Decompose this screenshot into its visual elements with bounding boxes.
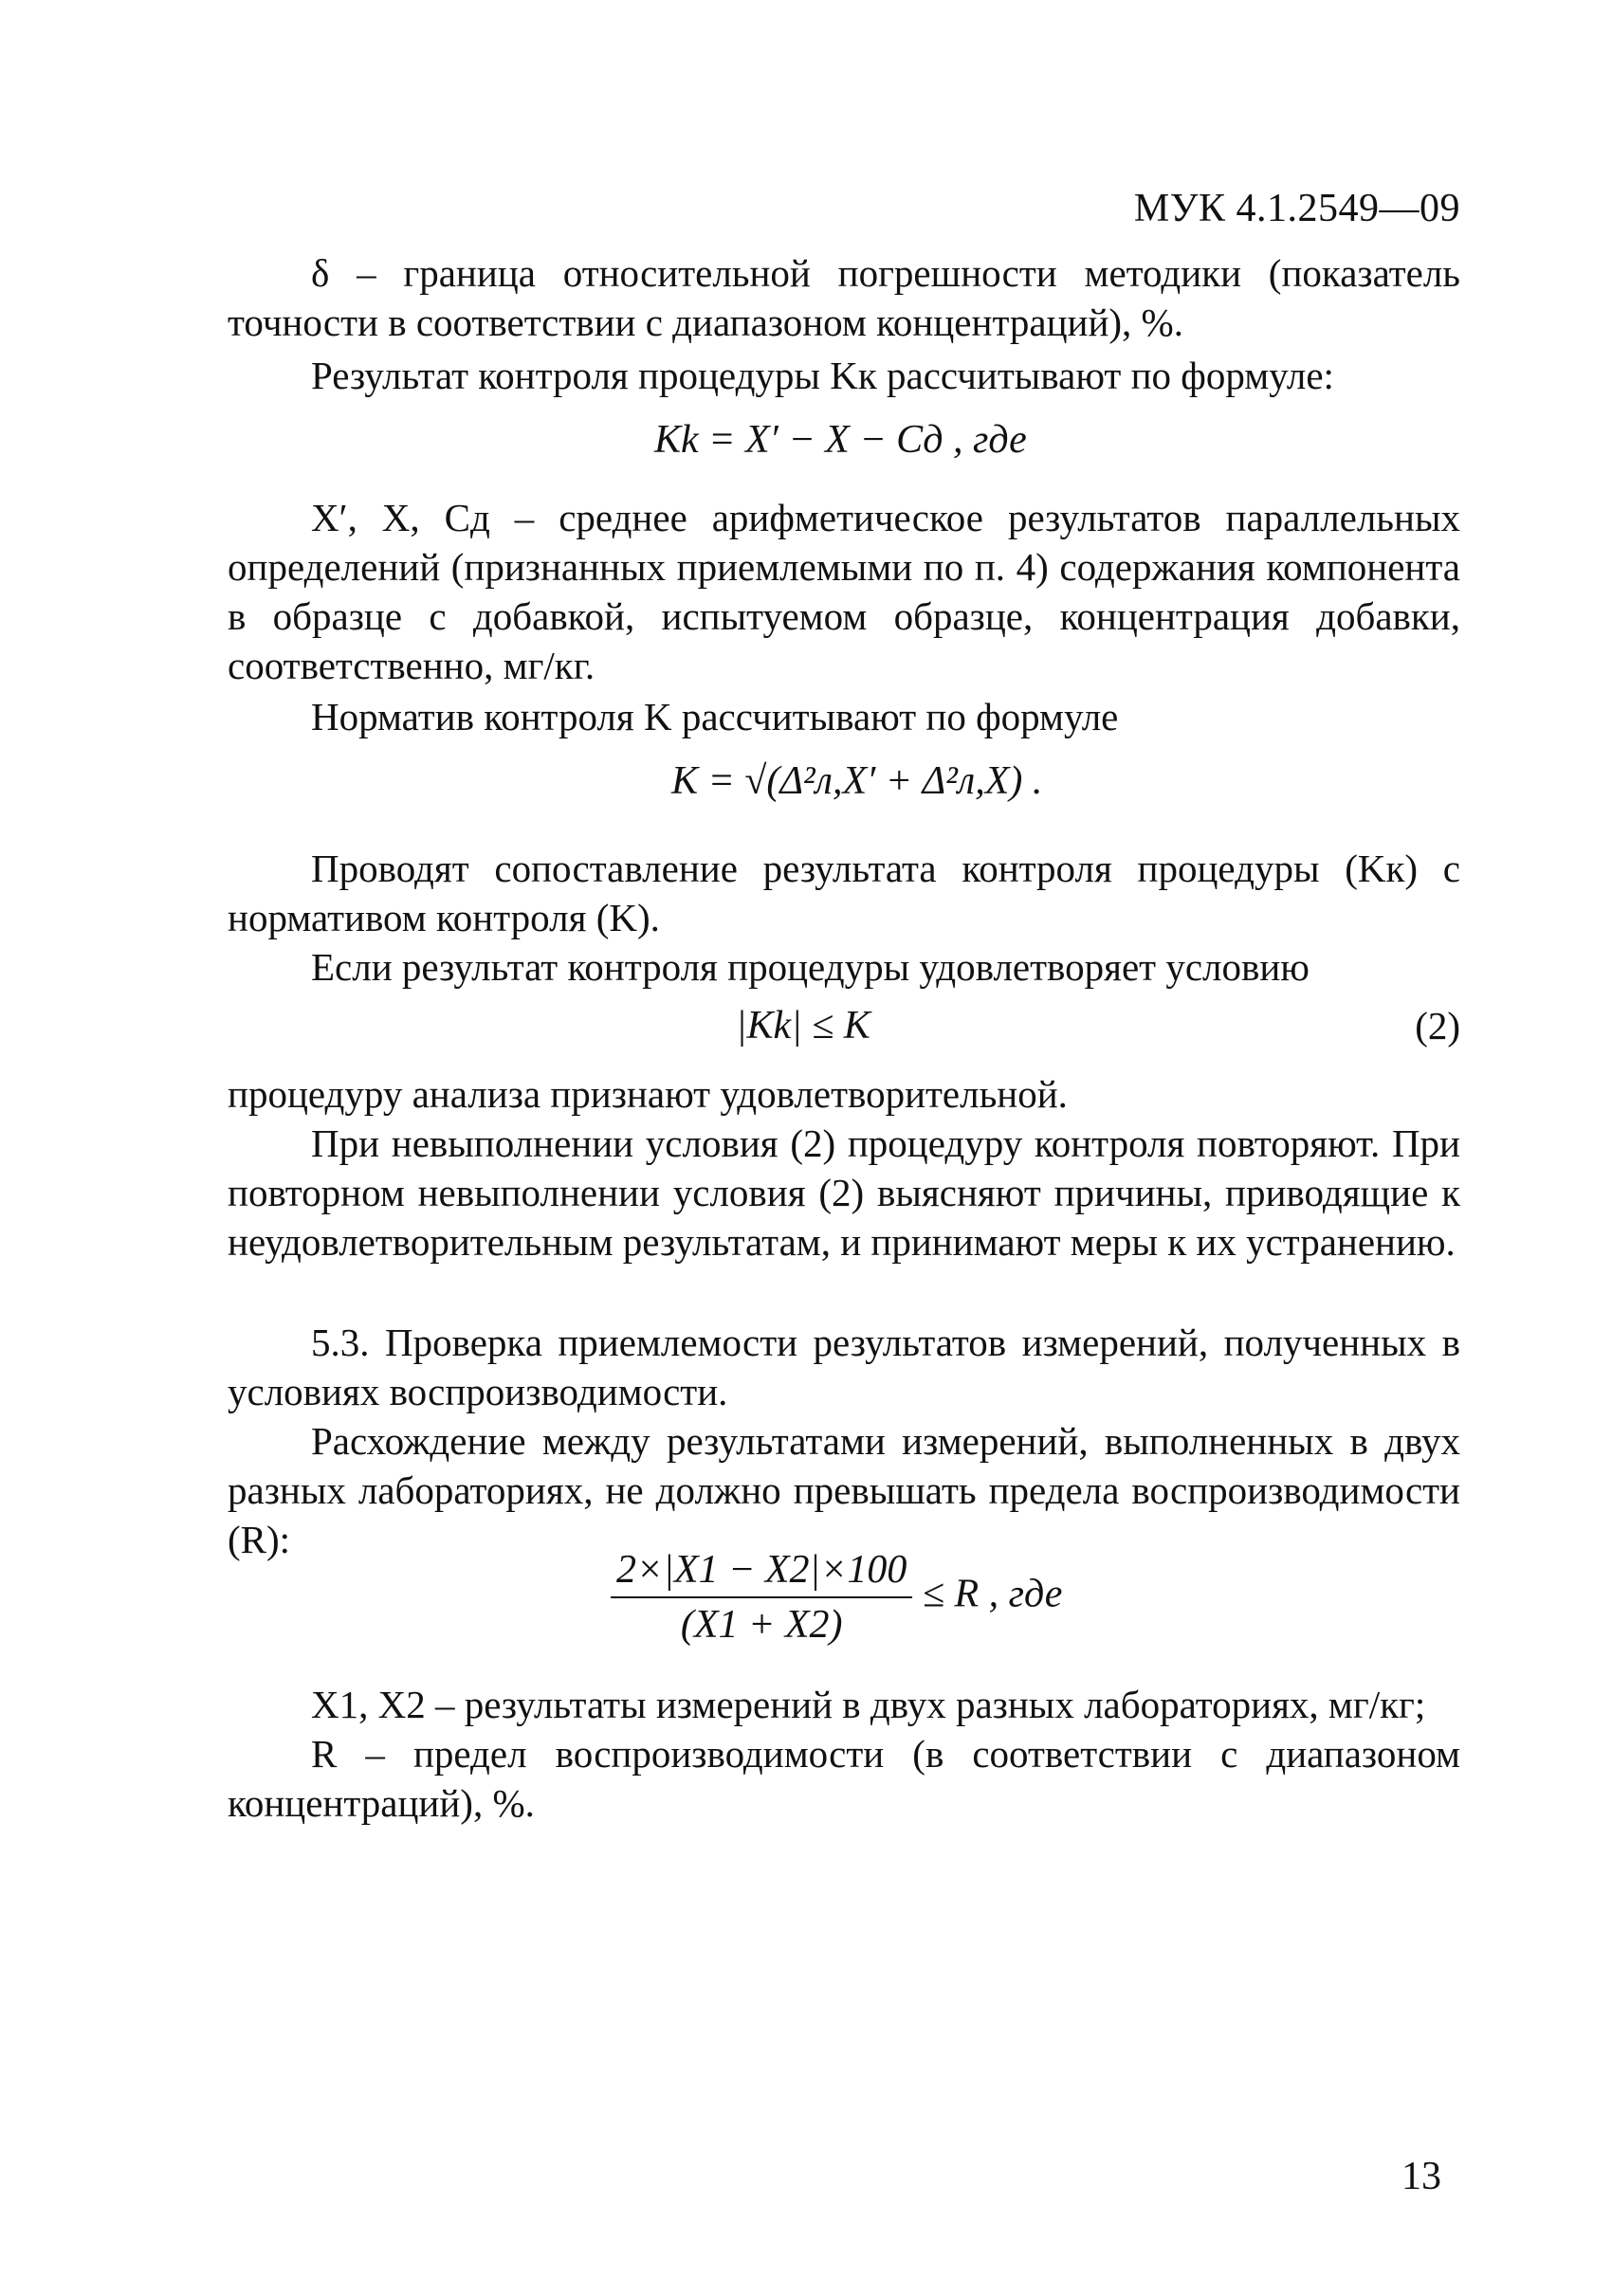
paragraph-condition-intro: Если результат контроля процедуры удовлетворяет условию [311, 945, 1310, 989]
paragraph-discrepancy: Расхождение между результатами измерений, выполненных в двух разных лабораториях, не должно превышать предела воспроизводимости (R): [228, 1419, 1460, 1561]
paragraph-k-intro: Норматив контроля K рассчитывают по формуле [311, 695, 1119, 738]
fraction-numerator: 2×|X1 − X2|×100 [611, 1547, 912, 1598]
paragraph-r-definition: R – предел воспроизводимости (в соответствии с диапазоном концентраций), %. [228, 1732, 1460, 1825]
paragraph-kk-intro: Результат контроля процедуры Kк рассчитывают по формуле: [311, 354, 1334, 397]
paragraph-repeat-procedure: При невыполнении условия (2) процедуру контроля повторяют. При повторном невыполнении условия (2) выясняют причины, приводящие к неудовлетворительным результатам, и принимают меры к их устранению. [228, 1121, 1460, 1264]
equation-number: (2) [1415, 1004, 1460, 1048]
fraction-rhs: ≤ R , где [922, 1572, 1063, 1616]
paragraph-x1-x2-definition: X1, X2 – результаты измерений в двух разных лабораториях, мг/кг; [311, 1683, 1426, 1726]
fraction-denominator: (X1 + X2) [680, 1603, 843, 1647]
paragraph-section-5-3: 5.3. Проверка приемлемости результатов измерений, полученных в условиях воспроизводимости. [228, 1321, 1460, 1413]
formula-reproducibility [611, 1547, 1062, 1648]
formula-fraction [611, 1547, 912, 1648]
formula-kk: Kk = X′ − X − Cд , где [654, 418, 1027, 462]
paragraph-satisfactory: процедуру анализа признают удовлетворительной. [228, 1072, 1068, 1116]
paragraph-variables-definition: X′, X, Cд – среднее арифметическое результатов параллельных определений (признанных приемлемыми по п. 4) содержания компонента в образце с добавкой, испытуемом образце, концентрация добавки, соответственно, мг/кг. [228, 496, 1460, 687]
page-number: 13 [1401, 2155, 1441, 2198]
document-code-header: МУК 4.1.2549—09 [1133, 187, 1460, 230]
formula-k: K = √(Δ²л,X′ + Δ²л,X) . [671, 759, 1043, 803]
paragraph-delta-definition: δ – граница относительной погрешности методики (показатель точности в соответствии с диапазоном концентраций), %. [228, 251, 1460, 344]
paragraph-comparison: Проводят сопоставление результата контроля процедуры (Kк) с нормативом контроля (K). [228, 847, 1460, 939]
formula-condition: |Kk| ≤ K [736, 1004, 870, 1048]
